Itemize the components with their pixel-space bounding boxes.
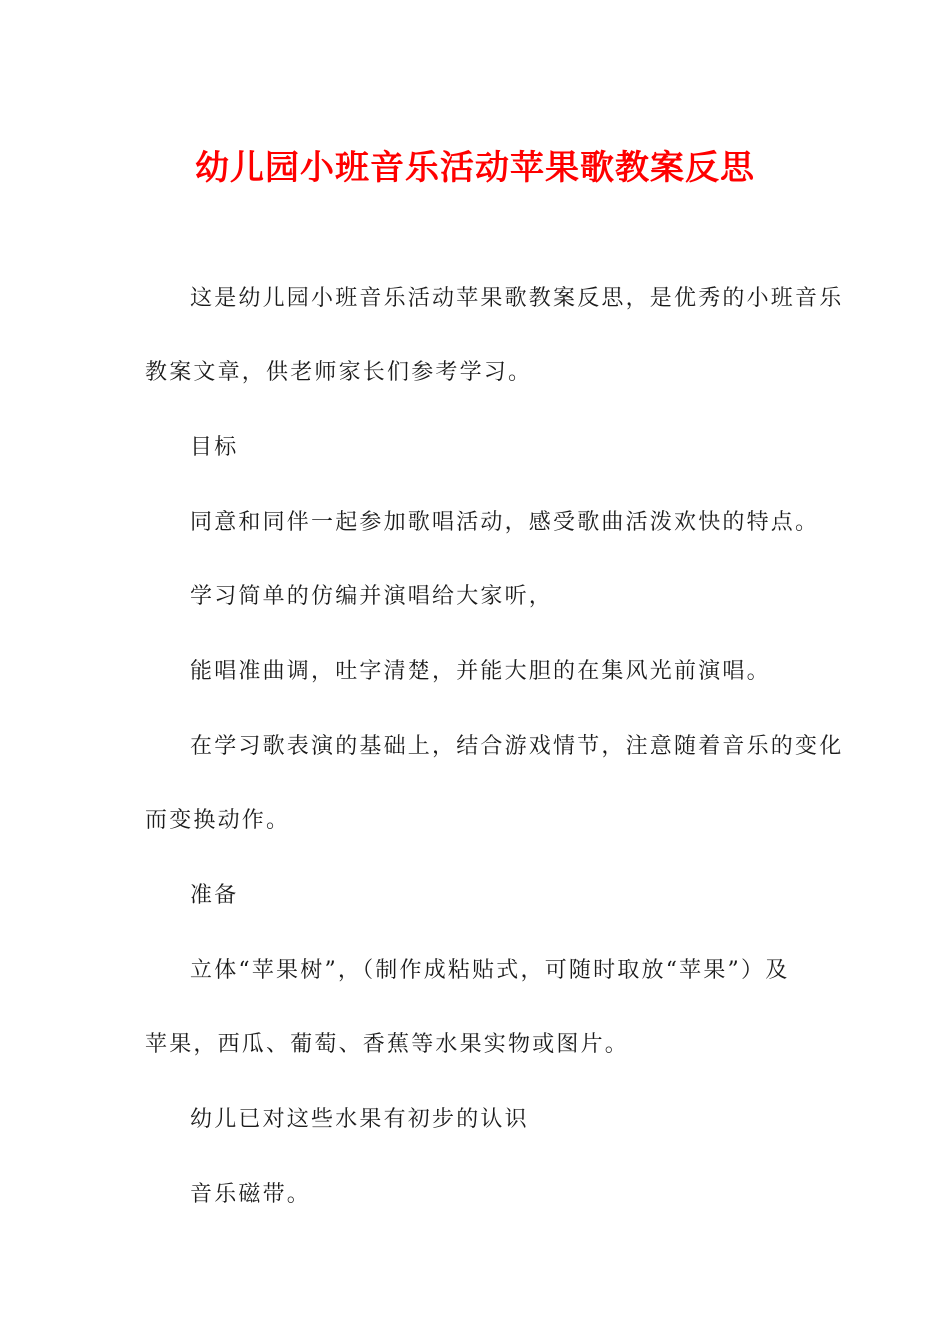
prep-item-1-line-1: 立体“苹果树”，（制作成粘贴式，可随时取放“苹果”）及 — [190, 958, 790, 983]
goal-item-3: 能唱准曲调，吐字清楚，并能大胆的在集风光前演唱。 — [190, 659, 771, 684]
document-title: 幼儿园小班音乐活动苹果歌教案反思 — [195, 148, 755, 188]
goal-item-4-line-2: 而变换动作。 — [145, 808, 291, 833]
goal-item-4-line-1: 在学习歌表演的基础上，结合游戏情节，注意随着音乐的变化 — [190, 734, 844, 759]
section-heading-goals: 目标 — [190, 435, 239, 460]
goal-item-1: 同意和同伴一起参加歌唱活动，感受歌曲活泼欢快的特点。 — [190, 510, 820, 535]
goal-item-2: 学习简单的仿编并演唱给大家听， — [190, 584, 554, 609]
paragraph-intro-line-2: 教案文章，供老师家长们参考学习。 — [145, 360, 533, 385]
section-heading-preparation: 准备 — [190, 883, 239, 908]
paragraph-intro-line-1: 这是幼儿园小班音乐活动苹果歌教案反思，是优秀的小班音乐 — [190, 286, 844, 311]
prep-item-2: 幼儿已对这些水果有初步的认识 — [190, 1107, 529, 1132]
prep-item-3: 音乐磁带。 — [190, 1182, 312, 1207]
prep-item-1-line-2: 苹果，西瓜、葡萄、香蕉等水果实物或图片。 — [145, 1032, 630, 1057]
